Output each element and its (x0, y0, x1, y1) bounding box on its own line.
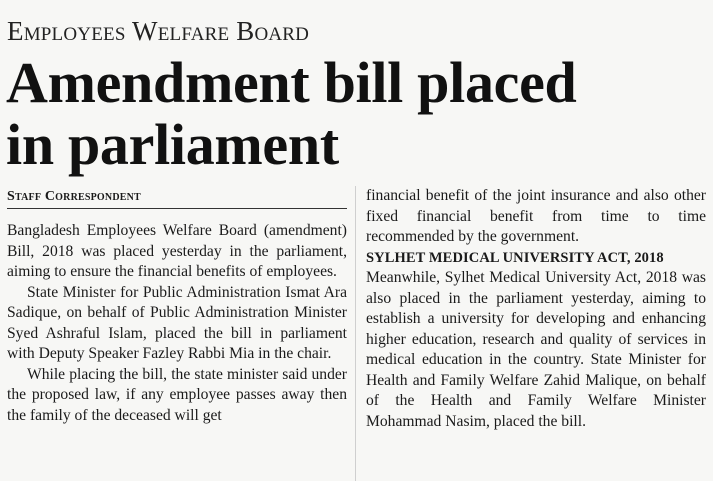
byline: Staff Correspondent (7, 186, 347, 209)
paragraph: State Minister for Public Administration Ismat Ara Sadique, on behalf of Public Administration Minister Syed Ashraful Islam, placed the bill in parliament with Deputy Speaker Fazley Rabbi Mia in the chair. (7, 283, 347, 362)
article-column-left (7, 221, 347, 426)
headline-line-2: in parliament (6, 112, 339, 177)
paragraph: Bangladesh Employees Welfare Board (amendment) Bill, 2018 was placed yesterday in the parliament, aiming to ensure the financial benefits of employees. (7, 222, 347, 280)
column-divider (355, 186, 356, 481)
paragraph: financial benefit of the joint insurance and also other fixed financial benefit from time to time recommended by the government. (366, 187, 706, 245)
paragraph: While placing the bill, the state minister said under the proposed law, if any employee passes away then the family of the deceased will get (7, 365, 347, 424)
headline-line-1: Amendment bill placed (6, 50, 577, 115)
article-column-right (366, 186, 706, 432)
headline (6, 52, 577, 176)
subheading: SYLHET MEDICAL UNIVERSITY ACT, 2018 (366, 249, 664, 266)
section-kicker: Employees Welfare Board (7, 16, 310, 46)
paragraph: Meanwhile, Sylhet Medical University Act, 2018 was also placed in the parliament yesterday, aiming to establish a university for developing and enhancing higher education, research and quality of services in medical education in the country. State Minister for Health and Family Welfare Zahid Malique, on behalf of the Health and Family Welfare Minister Mohammad Nasim, placed the bill. (366, 269, 706, 430)
